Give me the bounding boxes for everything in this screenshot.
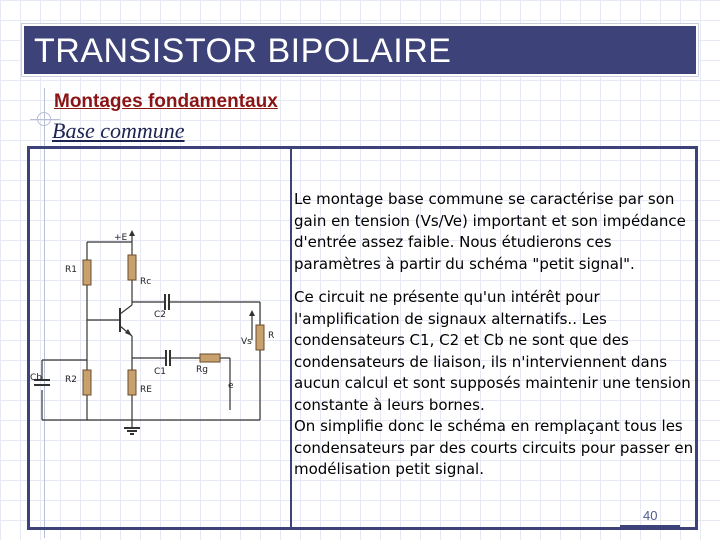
transistor-collector-lead <box>120 305 132 314</box>
re-resistor <box>128 370 136 395</box>
rl-resistor <box>256 325 264 350</box>
title-bar <box>22 24 698 76</box>
page-number-underline <box>620 525 680 527</box>
text-column <box>294 189 698 481</box>
page-number: 40 <box>643 508 658 523</box>
emitter-arrow <box>125 329 132 336</box>
column-divider <box>290 149 292 527</box>
label-rl: R <box>268 331 275 341</box>
rc-resistor <box>128 255 136 280</box>
label-re: RE <box>140 385 152 395</box>
paragraph-3: On simplifie donc le schéma en remplaçant tous les condensateurs par des courts circuits pour passer en modélisation petit signal. <box>294 417 694 478</box>
rg-resistor <box>200 354 220 362</box>
r2-resistor <box>83 370 91 395</box>
label-c1: C1 <box>154 367 167 377</box>
label-r1: R1 <box>65 265 77 275</box>
r1-resistor <box>83 260 91 285</box>
slide-subtitle: Montages fondamentaux <box>54 91 278 112</box>
vs-arrow-head <box>249 310 255 316</box>
label-cb: Cb <box>30 373 42 383</box>
supply-arrow <box>129 230 135 236</box>
section-title: Base commune <box>52 118 185 143</box>
label-r2: R2 <box>65 375 77 385</box>
decor-circle <box>37 112 51 126</box>
paragraph-1: Le montage base commune se caractérise par son gain en tension (Vs/Ve) important et son impédance d'entrée assez faible. Nous étudierons ces paramètres à partir du schéma "petit signal". <box>294 190 686 273</box>
circuit-schematic <box>30 220 288 445</box>
label-rg: Rg <box>196 365 208 375</box>
paragraph-2: Ce circuit ne présente qu'un intérêt pour l'amplification de signaux alternatifs.. Les condensateurs C1, C2 et Cb ne sont que des condensateurs de liaison, ils n'interviennent dans aucun calcul et sont supposés maintenir une tension constante à leurs bornes. <box>294 288 691 414</box>
label-supply: +E <box>114 233 128 243</box>
label-c2: C2 <box>154 310 167 320</box>
label-vs: Vs <box>241 337 252 347</box>
circuit-diagram <box>30 220 288 445</box>
label-ve: e <box>228 381 234 391</box>
label-rc: Rc <box>140 277 152 287</box>
slide-title: TRANSISTOR BIPOLAIRE <box>34 32 452 70</box>
